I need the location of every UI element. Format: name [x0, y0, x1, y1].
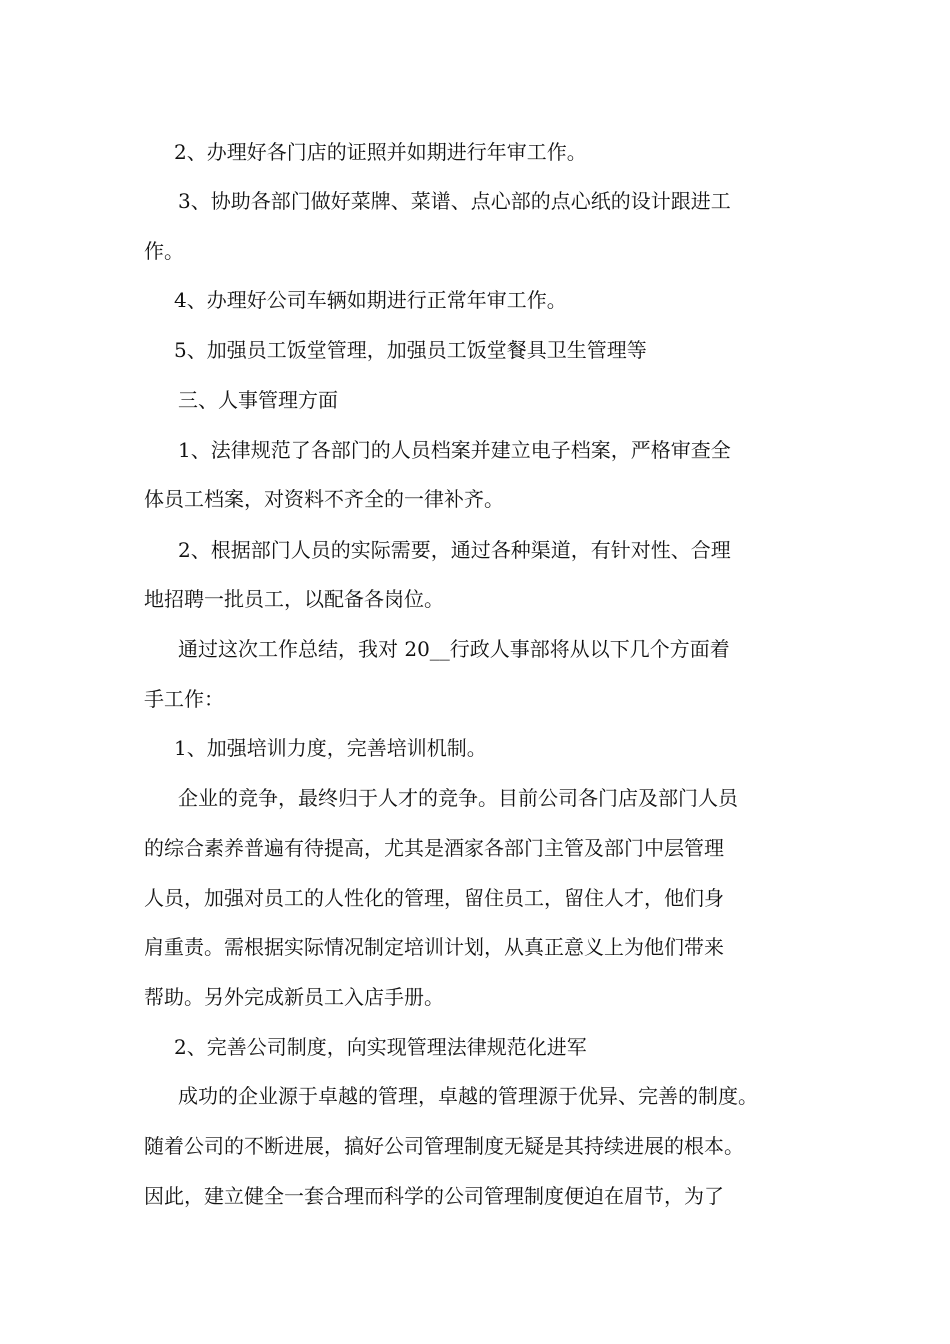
text-line: 2、办理好各门店的证照并如期进行年审工作。: [174, 140, 587, 164]
text-line: 通过这次工作总结，我对 20__行政人事部将从以下几个方面着: [178, 637, 730, 661]
text-line: 5、加强员工饭堂管理，加强员工饭堂餐具卫生管理等: [174, 338, 647, 362]
text-line: 4、办理好公司车辆如期进行正常年审工作。: [174, 288, 567, 312]
text-line: 3、协助各部门做好菜牌、菜谱、点心部的点心纸的设计跟进工: [178, 189, 731, 213]
text-line: 1、加强培训力度，完善培训机制。: [174, 736, 487, 760]
text-line: 2、根据部门人员的实际需要，通过各种渠道，有针对性、合理: [178, 538, 731, 562]
text-line: 2、完善公司制度，向实现管理法律规范化进军: [174, 1035, 587, 1059]
text-line: 作。: [144, 239, 184, 263]
text-line: 随着公司的不断进展，搞好公司管理制度无疑是其持续进展的根本。: [144, 1134, 744, 1158]
text-line: 帮助。另外完成新员工入店手册。: [144, 985, 444, 1009]
text-line: 企业的竞争，最终归于人才的竞争。目前公司各门店及部门人员: [178, 786, 738, 810]
text-line: 成功的企业源于卓越的管理，卓越的管理源于优异、完善的制度。: [178, 1084, 758, 1108]
text-line: 地招聘一批员工，以配备各岗位。: [144, 587, 444, 611]
text-line: 体员工档案，对资料不齐全的一律补齐。: [144, 487, 504, 511]
section-heading: 三、人事管理方面: [178, 388, 338, 412]
text-line: 1、法律规范了各部门的人员档案并建立电子档案，严格审查全: [178, 438, 731, 462]
text-line: 的综合素养普遍有待提高，尤其是酒家各部门主管及部门中层管理: [144, 836, 724, 860]
text-line: 肩重责。需根据实际情况制定培训计划，从真正意义上为他们带来: [144, 935, 724, 959]
text-line: 因此，建立健全一套合理而科学的公司管理制度便迫在眉节，为了: [144, 1184, 724, 1208]
text-line: 手工作：: [144, 687, 224, 711]
text-line: 人员，加强对员工的人性化的管理，留住员工，留住人才，他们身: [144, 886, 724, 910]
